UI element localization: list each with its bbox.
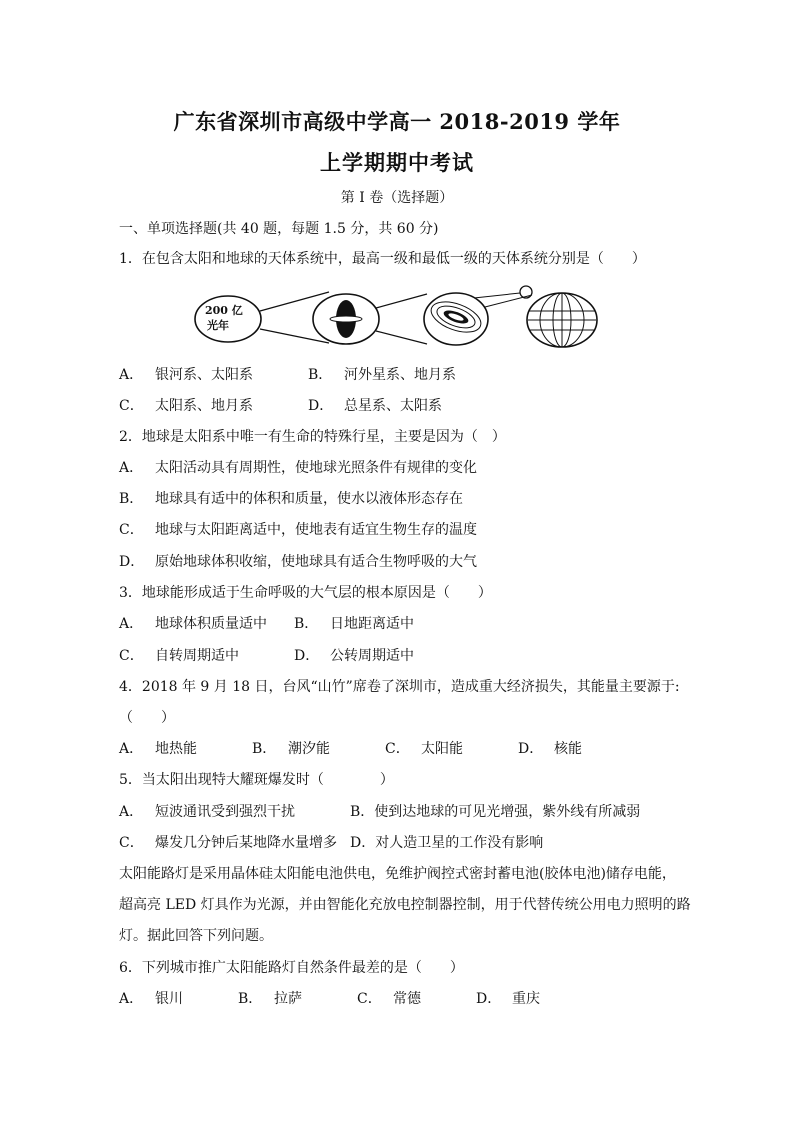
figure-label-line1: 200 亿 bbox=[205, 304, 243, 317]
passage-line-1: 太阳能路灯是采用晶体硅太阳能电池供电，免维护阀控式密封蓄电池(胶体电池)储存电能， bbox=[119, 866, 676, 882]
celestial-systems-diagram bbox=[194, 283, 604, 349]
q4-option-a: A． 地热能 bbox=[119, 741, 197, 757]
q1-option-a: A． 银河系、太阳系 bbox=[119, 367, 253, 383]
question-4-stem: 4．2018 年 9 月 18 日，台风“山竹”席卷了深圳市，造成重大经济损失，其能量主要源于: bbox=[119, 679, 680, 695]
q6-option-b: B． 拉萨 bbox=[238, 991, 302, 1007]
question-6-stem: 6．下列城市推广太阳能路灯自然条件最差的是（ ） bbox=[119, 960, 464, 976]
question-5-stem: 5．当太阳出现特大耀斑爆发时（ ） bbox=[119, 772, 394, 788]
figure-label-line2: 光年 bbox=[207, 319, 229, 332]
q2-option-c: C． 地球与太阳距离适中，使地表有适宜生物生存的温度 bbox=[119, 522, 477, 538]
section-heading: 一、单项选择题(共 40 题，每题 1.5 分，共 60 分) bbox=[119, 221, 439, 237]
question-1-stem: 1．在包含太阳和地球的天体系统中，最高一级和最低一级的天体系统分别是（ ） bbox=[119, 251, 646, 267]
q1-option-c: C． 太阳系、地月系 bbox=[119, 398, 253, 414]
exam-title-line2: 上学期期中考试 bbox=[320, 150, 474, 175]
passage-line-3: 灯。据此回答下列问题。 bbox=[119, 928, 273, 944]
paper-subtitle: 第 I 卷（选择题） bbox=[340, 190, 454, 206]
q2-option-b: B． 地球具有适中的体积和质量，使水以液体形态存在 bbox=[119, 491, 463, 507]
question-3-stem: 3．地球能形成适于生命呼吸的大气层的根本原因是（ ） bbox=[119, 585, 492, 601]
q5-option-b: B．使到达地球的可见光增强，紫外线有所减弱 bbox=[350, 804, 641, 820]
q2-option-d: D． 原始地球体积收缩，使地球具有适合生物呼吸的大气 bbox=[119, 554, 477, 570]
q6-option-d: D． 重庆 bbox=[476, 991, 540, 1007]
q3-option-b: B． 日地距离适中 bbox=[294, 616, 414, 632]
q6-option-a: A． 银川 bbox=[119, 991, 183, 1007]
q3-option-d: D． 公转周期适中 bbox=[294, 648, 414, 664]
q4-option-d: D． 核能 bbox=[518, 741, 582, 757]
q6-option-c: C． 常德 bbox=[357, 991, 421, 1007]
q1-option-d: D． 总星系、太阳系 bbox=[308, 398, 442, 414]
question-4-stem-continued: （ ） bbox=[119, 710, 175, 726]
exam-title-line1: 广东省深圳市高级中学高一 2018-2019 学年 bbox=[173, 109, 621, 134]
q4-option-c: C． 太阳能 bbox=[385, 741, 463, 757]
q2-option-a: A． 太阳活动具有周期性，使地球光照条件有规律的变化 bbox=[119, 460, 477, 476]
q5-option-a: A． 短波通讯受到强烈干扰 bbox=[119, 804, 295, 820]
q3-option-a: A． 地球体积质量适中 bbox=[119, 616, 267, 632]
passage-line-2: 超高亮 LED 灯具作为光源，并由智能化充放电控制器控制，用于代替传统公用电力照明的路 bbox=[119, 897, 691, 913]
q5-option-c: C． 爆发几分钟后某地降水量增多 bbox=[119, 835, 337, 851]
q1-option-b: B． 河外星系、地月系 bbox=[308, 367, 456, 383]
q4-option-b: B． 潮汐能 bbox=[252, 741, 330, 757]
question-2-stem: 2．地球是太阳系中唯一有生命的特殊行星，主要是因为（ ） bbox=[119, 429, 506, 445]
q5-option-d: D．对人造卫星的工作没有影响 bbox=[350, 835, 544, 851]
q3-option-c: C． 自转周期适中 bbox=[119, 648, 239, 664]
